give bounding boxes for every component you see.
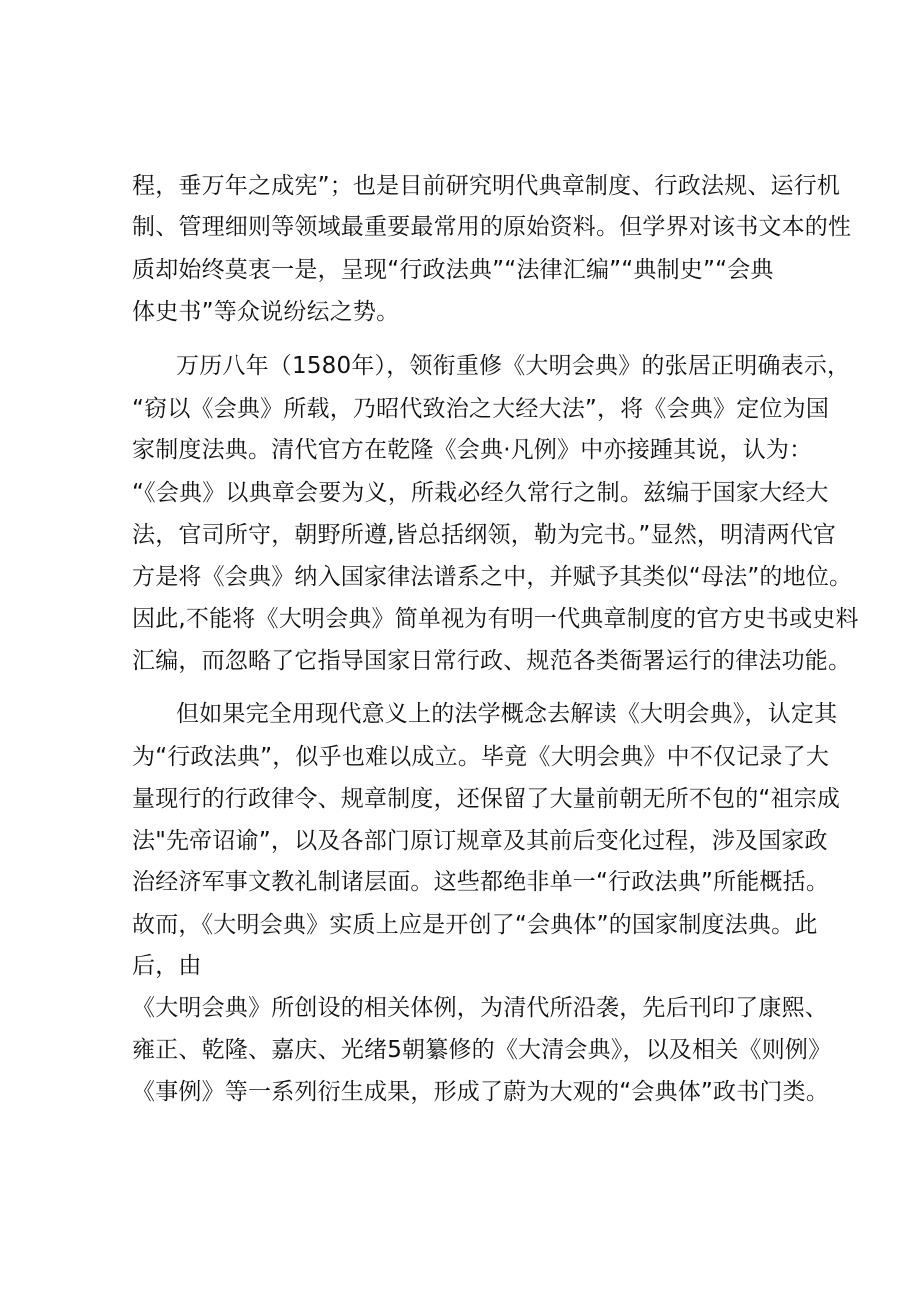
text-line: “《会典》以典章会要为义，所栽必经久常行之制。兹编于国家大经大	[132, 480, 829, 506]
text-line: 雍正、乾隆、嘉庆、光绪5朝纂修的《大清会典》，以及相关《则例》	[132, 1037, 832, 1063]
text-line: 质却始终莫衷一是，呈现“行政法典”“法律汇编”“典制史”“会典	[132, 257, 774, 283]
text-line: 《事例》等一系列衍生成果，形成了蔚为大观的“会典体”政书门类。	[132, 1079, 830, 1105]
text-line: 治经济军事文教礼制诸层面。这些都绝非单一“行政法典”所能概括。	[132, 869, 830, 895]
text-line: 因此,不能将《大明会典》简单视为有明一代典章制度的官方史书或史料	[132, 606, 859, 632]
text-line: 万历八年（1580年），领衔重修《大明会典》的张居正明确表示，	[176, 353, 851, 379]
text-line: 家制度法典。清代官方在乾隆《会典·凡例》中亦接踵其说，认为：	[132, 437, 813, 463]
text-line: 故而，《大明会典》实质上应是开创了“会典体”的国家制度法典。此	[132, 912, 818, 938]
text-line: 《大明会典》所创设的相关体例，为清代所沿袭，先后刊印了康熙、	[132, 995, 828, 1021]
text-line: 汇编，而忽略了它指导国家日常行政、规范各类衙署运行的律法功能。	[132, 648, 852, 674]
text-line: 为“行政法典”，似乎也难以成立。毕竟《大明会典》中不仅记录了大	[132, 744, 830, 770]
text-line: 法"先帝诏谕”，以及各部门原订规章及其前后变化过程，涉及国家政	[132, 828, 828, 854]
text-line: 法，官司所守，朝野所遵,皆总括纲领，勒为完书。”显然，明清两代官	[132, 522, 837, 548]
text-line: 但如果完全用现代意义上的法学概念去解读《大明会典》，认定其	[176, 701, 838, 727]
text-line: 体史书”等众说纷纭之势。	[132, 299, 400, 325]
text-line: 方是将《会典》纳入国家律法谱系之中，并赋予其类似“母法”的地位。	[132, 564, 853, 590]
text-line: “窃以《会典》所载，乃昭代致治之大经大法”，将《会典》定位为国	[132, 396, 830, 422]
text-line: 程，垂万年之成宪”；也是目前研究明代典章制度、行政法规、运行机	[132, 173, 841, 199]
text-line: 量现行的行政律令、规章制度，还保留了大量前朝无所不包的“祖宗成	[132, 786, 841, 812]
text-line: 后，由	[132, 953, 202, 979]
text-line: 制、管理细则等领域最重要最常用的原始资料。但学界对该书文本的性	[132, 214, 852, 240]
